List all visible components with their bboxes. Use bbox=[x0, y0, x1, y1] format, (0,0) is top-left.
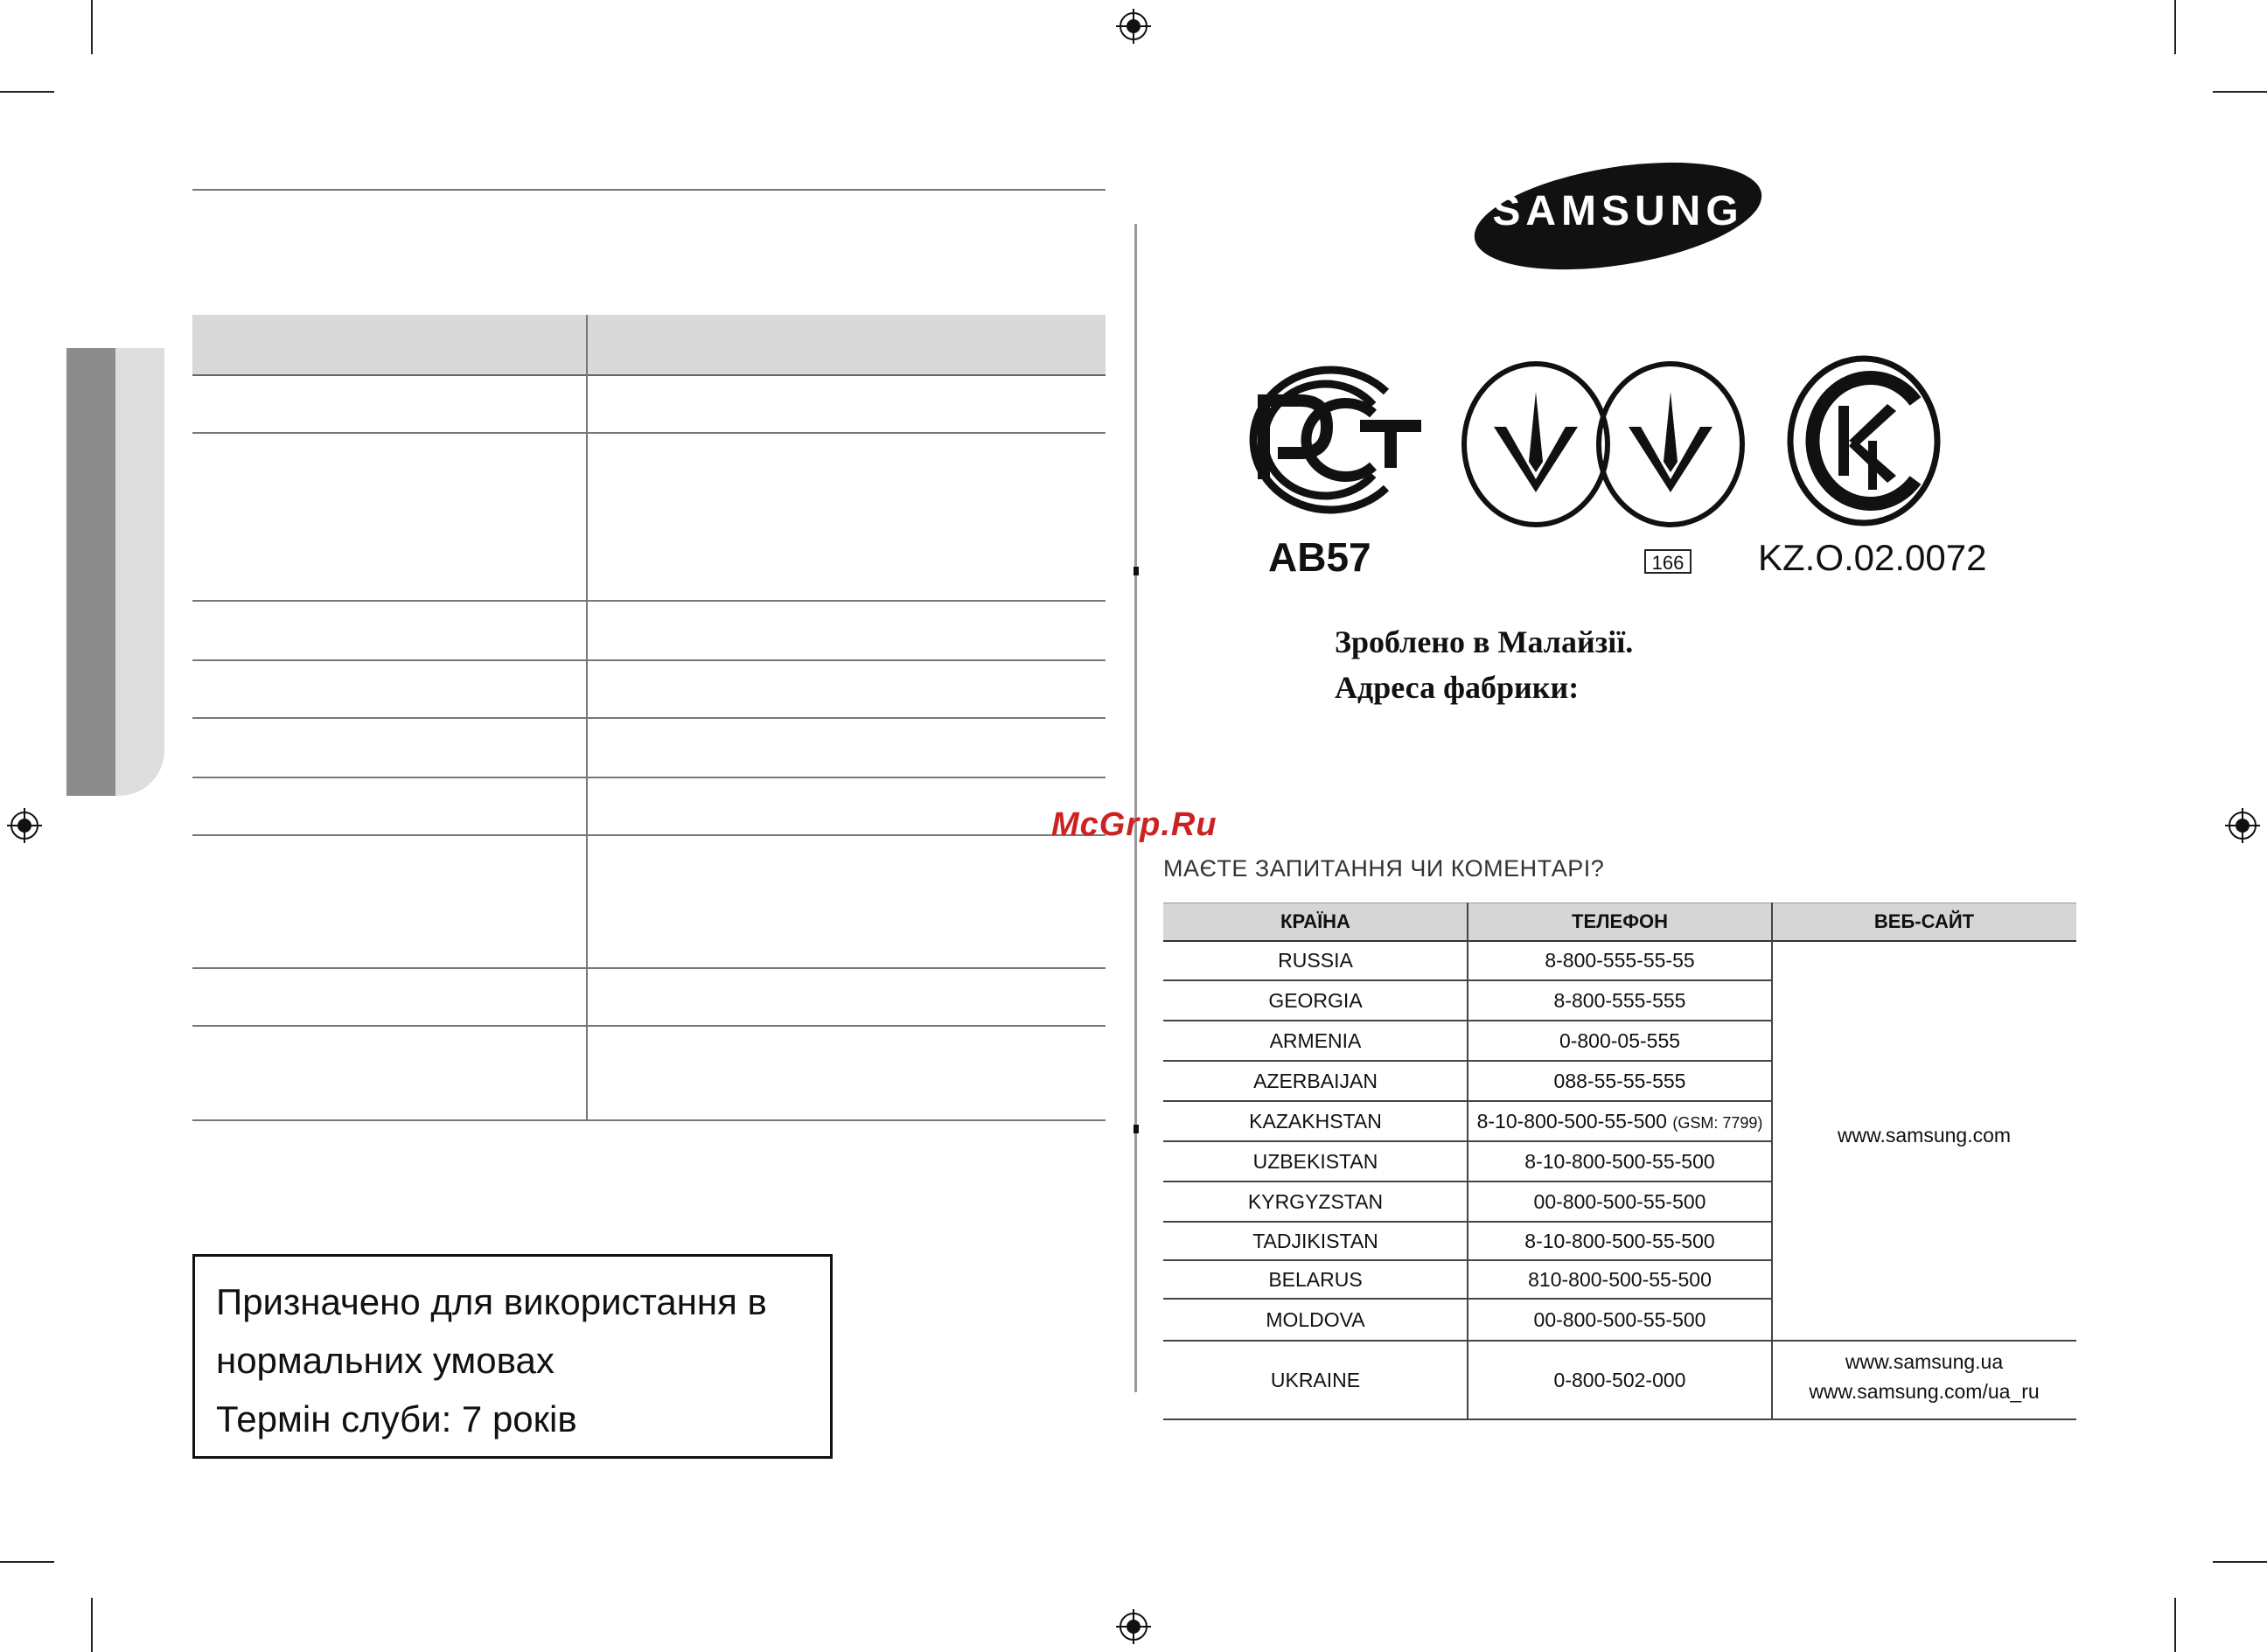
phone-note: (GSM: 7799) bbox=[1672, 1114, 1763, 1132]
rst-code: AB57 bbox=[1268, 534, 1371, 580]
factory-address-label: Адреса фабрики: bbox=[1335, 670, 1580, 705]
phone-cell: 088-55-55-555 bbox=[1553, 1070, 1686, 1092]
phone-cell: 8-10-800-500-55-500 bbox=[1524, 1230, 1715, 1252]
phone-cell: 8-800-555-55-55 bbox=[1545, 949, 1695, 972]
crop-mark bbox=[2213, 91, 2267, 93]
kz-code: KZ.O.02.0072 bbox=[1758, 537, 1987, 578]
usage-line-3: Термін слуби: 7 років bbox=[216, 1398, 577, 1439]
contact-question: МАЄТЕ ЗАПИТАННЯ ЧИ КОМЕНТАРІ? bbox=[1163, 855, 1605, 882]
made-in-text: Зроблено в Малайзії. bbox=[1335, 624, 1634, 659]
country-cell: RUSSIA bbox=[1278, 949, 1353, 972]
website-ua-2: www.samsung.com/ua_ru bbox=[1809, 1380, 2040, 1403]
spec-table-row bbox=[192, 719, 1106, 778]
contact-table-divider bbox=[1467, 903, 1468, 1420]
spec-table-row bbox=[192, 434, 1106, 602]
crop-mark bbox=[0, 91, 54, 93]
watermark: McGrp.Ru bbox=[1051, 806, 1217, 843]
spec-table-row bbox=[192, 661, 1106, 719]
phone-cell: 00-800-500-55-500 bbox=[1533, 1190, 1706, 1213]
usage-info-box bbox=[192, 1254, 833, 1459]
country-cell: GEORGIA bbox=[1268, 989, 1363, 1012]
registration-mark-icon bbox=[2225, 808, 2260, 843]
spec-table-header bbox=[192, 315, 1106, 376]
website-main: www.samsung.com bbox=[1837, 1124, 2012, 1147]
contact-table-header bbox=[1163, 903, 2076, 942]
samsung-logo-text: SAMSUNG bbox=[1492, 188, 1744, 234]
phone-cell: 8-800-555-555 bbox=[1553, 989, 1686, 1012]
kz-certification-icon bbox=[1784, 353, 1943, 528]
country-cell: AZERBAIJAN bbox=[1253, 1070, 1378, 1092]
phone-cell: 8-10-800-500-55-500 bbox=[1524, 1150, 1715, 1173]
ua-certification-icon bbox=[1459, 357, 1747, 532]
spec-table-row bbox=[192, 1027, 1106, 1121]
phone-cell: 810-800-500-55-500 bbox=[1528, 1268, 1712, 1291]
ua-code: 166 bbox=[1644, 549, 1692, 574]
phone-cell: 0-800-05-555 bbox=[1559, 1029, 1681, 1052]
contact-table-bottom-rule bbox=[1163, 1418, 2076, 1420]
manufacture-info bbox=[1335, 619, 1633, 710]
registration-mark-icon bbox=[7, 808, 42, 843]
phone-cell: 0-800-502-000 bbox=[1553, 1369, 1686, 1391]
spec-table-row bbox=[192, 602, 1106, 661]
spec-table-row bbox=[192, 836, 1106, 969]
header-phone: ТЕЛЕФОН bbox=[1572, 910, 1668, 932]
phone-cell bbox=[1468, 1102, 1772, 1142]
header-website: ВЕБ-САЙТ bbox=[1873, 910, 1975, 932]
country-cell: KAZAKHSTAN bbox=[1249, 1110, 1382, 1133]
samsung-logo bbox=[1469, 159, 1767, 273]
phone-number: 8-10-800-500-55-500 bbox=[1476, 1110, 1667, 1133]
spec-table-row bbox=[192, 374, 1106, 434]
spec-table-column-divider bbox=[586, 315, 588, 1119]
registration-mark-icon bbox=[1116, 1609, 1151, 1644]
header-country: КРАЇНА bbox=[1280, 910, 1350, 932]
rst-certification-icon bbox=[1229, 357, 1430, 523]
crop-mark bbox=[2174, 0, 2176, 54]
registration-mark-icon bbox=[1116, 9, 1151, 44]
crop-mark bbox=[91, 0, 93, 54]
usage-line-1: Призначено для використання в bbox=[216, 1281, 767, 1322]
fold-mark bbox=[1134, 1125, 1139, 1133]
crop-mark bbox=[91, 1598, 93, 1652]
fold-mark bbox=[1134, 567, 1139, 575]
spec-table-row bbox=[192, 969, 1106, 1027]
country-cell: MOLDOVA bbox=[1266, 1308, 1365, 1331]
top-rule bbox=[192, 189, 1106, 191]
spec-table-row bbox=[192, 778, 1106, 836]
website-ua-1: www.samsung.ua bbox=[1845, 1350, 2004, 1373]
crop-mark bbox=[0, 1561, 54, 1563]
country-cell: UKRAINE bbox=[1270, 1369, 1361, 1391]
side-tab-dark bbox=[66, 348, 115, 796]
country-cell: UZBEKISTAN bbox=[1252, 1150, 1378, 1173]
country-cell: KYRGYZSTAN bbox=[1247, 1190, 1384, 1213]
phone-cell: 00-800-500-55-500 bbox=[1533, 1308, 1706, 1331]
usage-line-2: нормальних умовах bbox=[216, 1340, 555, 1381]
country-cell: ARMENIA bbox=[1269, 1029, 1362, 1052]
side-tab-light bbox=[115, 348, 164, 796]
country-cell: BELARUS bbox=[1268, 1268, 1363, 1291]
contact-row bbox=[1163, 1300, 2076, 1342]
contact-table-divider bbox=[1771, 903, 1773, 1420]
country-cell: TADJIKISTAN bbox=[1252, 1230, 1378, 1252]
crop-mark bbox=[2174, 1598, 2176, 1652]
crop-mark bbox=[2213, 1561, 2267, 1563]
